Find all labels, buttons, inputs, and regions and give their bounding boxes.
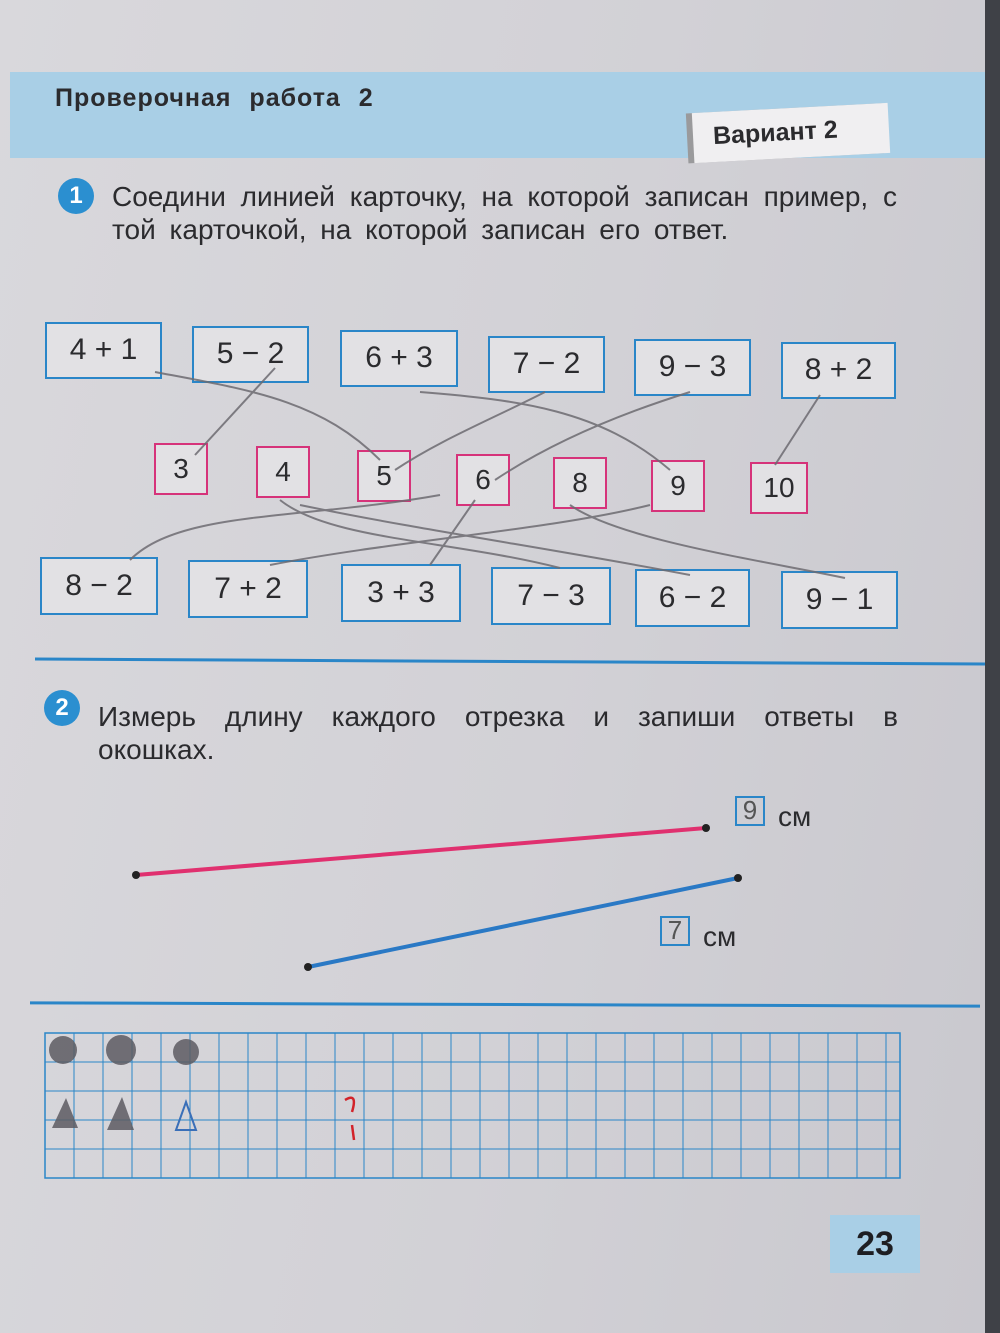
card-top-3[interactable]: 6 + 3: [340, 330, 458, 387]
segment1-answer-box[interactable]: 9: [735, 796, 765, 826]
hand-circle-2: [106, 1035, 136, 1065]
variant-label: Вариант 2: [712, 115, 839, 151]
hand-circle-3: [173, 1039, 199, 1065]
card-bottom-5[interactable]: 6 − 2: [635, 569, 750, 627]
segment-2-end-dot: [734, 874, 742, 882]
card-bottom-6[interactable]: 9 − 1: [781, 571, 898, 629]
card-top-2[interactable]: 5 − 2: [192, 326, 309, 383]
segment-2-blue: [308, 878, 738, 967]
segment-2-start-dot: [304, 963, 312, 971]
answer-card-2[interactable]: 4: [256, 446, 310, 498]
pencil-line-6minus2-to-4: [300, 505, 690, 575]
page-title: Проверочная работа 2: [55, 84, 374, 112]
task2-text: Измерь длину каждого отрезка и запиши ответы в окошках.: [98, 701, 898, 765]
answer-card-5[interactable]: 8: [553, 457, 607, 509]
card-bottom-4[interactable]: 7 − 3: [491, 567, 611, 625]
task1-text: Соедини линией карточку, на которой записан пример, с той карточкой, на которой записан его ответ.: [112, 181, 897, 245]
segment1-unit: см: [778, 801, 812, 832]
card-bottom-2[interactable]: 7 + 2: [188, 560, 308, 618]
hand-triangle-2: [107, 1097, 134, 1130]
segment2-answer-box[interactable]: 7: [660, 916, 690, 946]
card-top-5[interactable]: 9 − 3: [634, 339, 751, 396]
card-bottom-1[interactable]: 8 − 2: [40, 557, 158, 615]
red-pen-mark: [345, 1098, 354, 1140]
task1-number: 1: [58, 178, 94, 214]
card-top-4[interactable]: 7 − 2: [488, 336, 605, 393]
card-bottom-3[interactable]: 3 + 3: [341, 564, 461, 622]
pencil-line-8plus2-to-10: [775, 395, 820, 465]
answer-card-1[interactable]: 3: [154, 443, 208, 495]
segment-1-start-dot: [132, 871, 140, 879]
task2-number: 2: [44, 690, 80, 726]
segment-1-end-dot: [702, 824, 710, 832]
page-number: 23: [830, 1215, 920, 1273]
card-top-1[interactable]: 4 + 1: [45, 322, 162, 379]
pencil-line-6plus3-to-9: [420, 392, 670, 470]
answer-card-7[interactable]: 10: [750, 462, 808, 514]
pencil-line-9minus1-to-8: [570, 505, 845, 578]
pencil-line-4plus1-to-5: [155, 372, 380, 460]
segment-1-pink: [136, 828, 706, 875]
card-top-6[interactable]: 8 + 2: [781, 342, 896, 399]
answer-card-4[interactable]: 6: [456, 454, 510, 506]
handwriting-grid: [45, 1033, 900, 1178]
answer-card-6[interactable]: 9: [651, 460, 705, 512]
hand-circle-1: [49, 1036, 77, 1064]
hand-triangle-3: [176, 1102, 196, 1130]
answer-card-3[interactable]: 5: [357, 450, 411, 502]
pencil-line-7minus2-to-5: [395, 392, 545, 470]
segment2-unit: см: [703, 921, 737, 952]
